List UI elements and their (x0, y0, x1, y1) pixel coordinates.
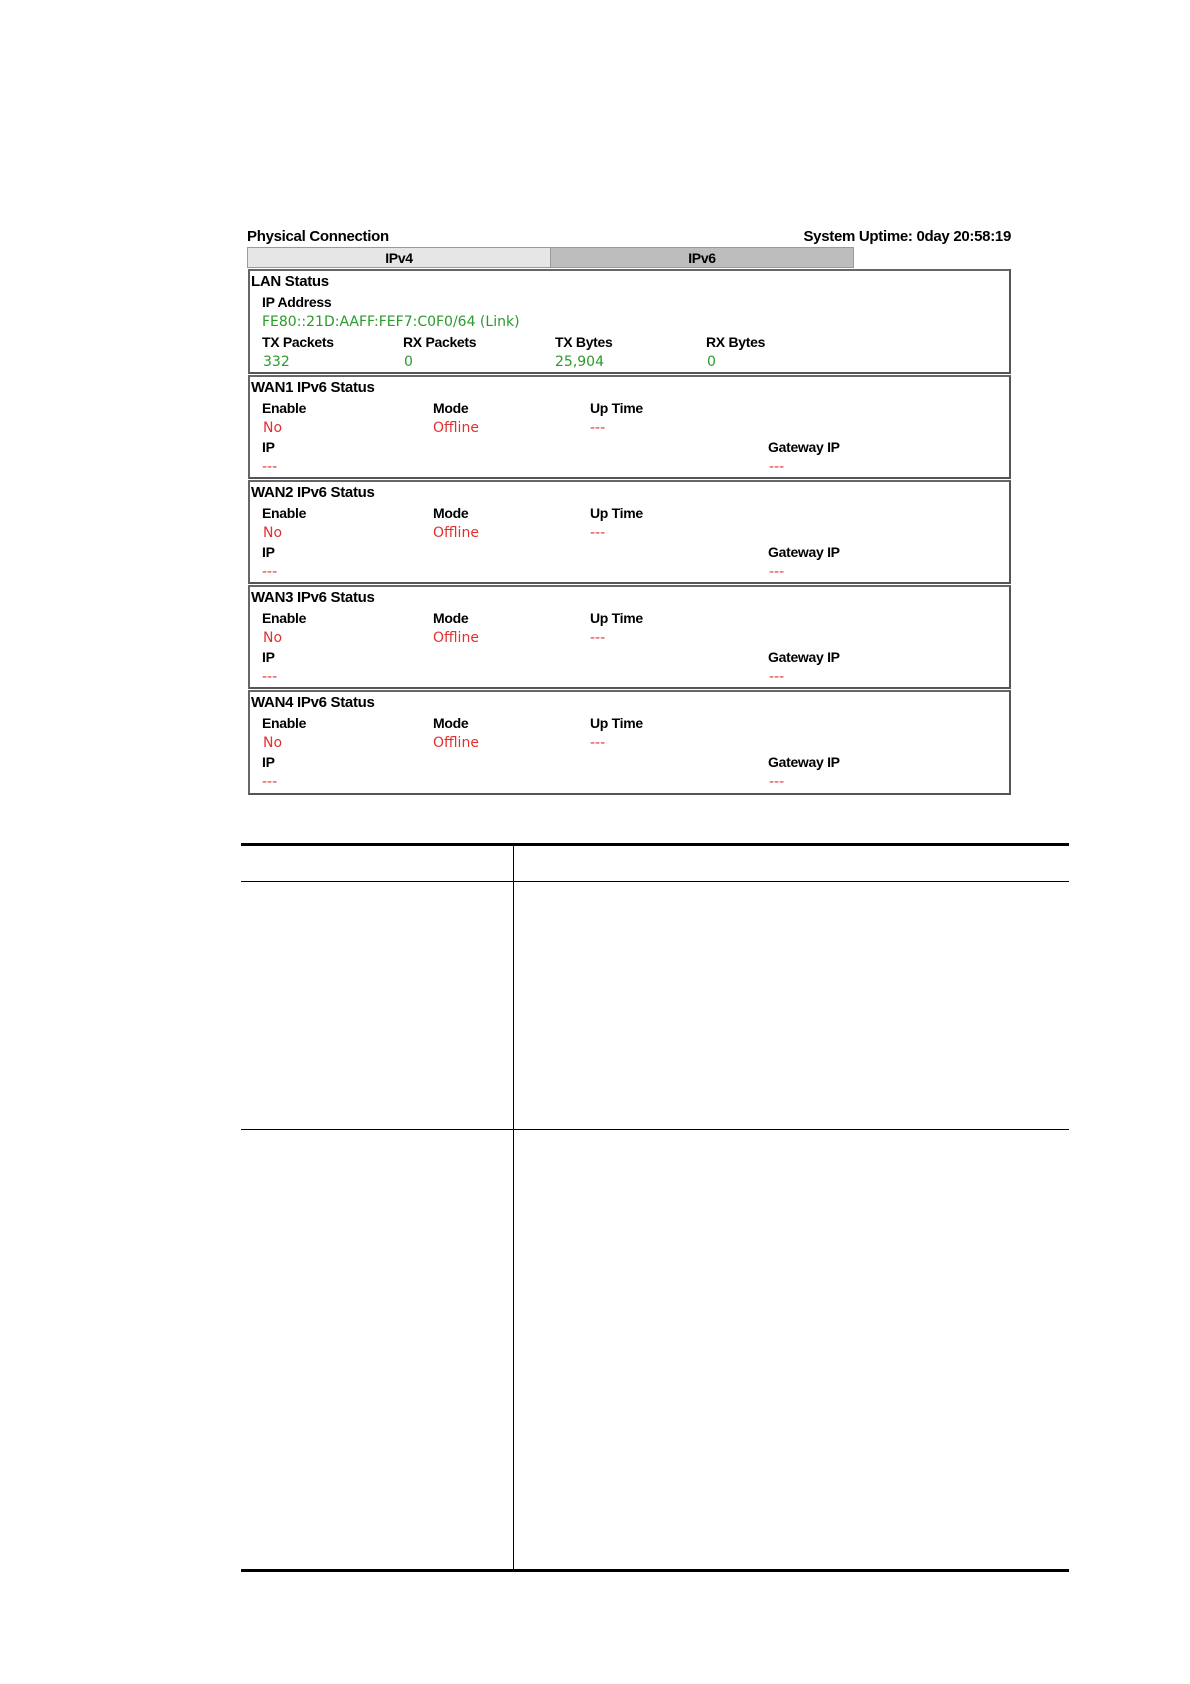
up-time-label: Up Time (590, 610, 643, 626)
rx-packets-value: 0 (404, 354, 413, 370)
gateway-ip-value: --- (769, 564, 785, 580)
wan-status-title: WAN4 IPv6 Status (251, 694, 375, 711)
gateway-ip-value: --- (769, 459, 785, 475)
table-row-rule (241, 1129, 1069, 1130)
wan-status-title: WAN1 IPv6 Status (251, 379, 375, 396)
rx-packets-label: RX Packets (403, 334, 477, 350)
gateway-ip-label: Gateway IP (768, 439, 840, 455)
tx-packets-label: TX Packets (262, 334, 334, 350)
ip-label: IP (262, 439, 275, 455)
enable-label: Enable (262, 505, 307, 521)
tab-ipv4[interactable]: IPv4 (247, 247, 551, 268)
wan4-status-panel (248, 690, 1011, 795)
wan2-status-panel (248, 480, 1011, 584)
gateway-ip-value: --- (769, 774, 785, 790)
ip-value: --- (262, 564, 278, 580)
mode-value: Offline (433, 735, 479, 751)
wan1-status-panel (248, 375, 1011, 479)
ip-address-label: IP Address (262, 294, 332, 310)
lan-status-title: LAN Status (251, 273, 329, 290)
gateway-ip-label: Gateway IP (768, 754, 840, 770)
ip-address-value: FE80::21D:AAFF:FEF7:C0F0/64 (Link) (262, 314, 520, 330)
enable-value: No (263, 630, 283, 646)
mode-value: Offline (433, 420, 479, 436)
up-time-label: Up Time (590, 505, 643, 521)
up-time-value: --- (590, 630, 606, 646)
up-time-label: Up Time (590, 715, 643, 731)
up-time-value: --- (590, 525, 606, 541)
mode-label: Mode (433, 610, 469, 626)
lan-status-panel (248, 269, 1011, 374)
table-column-divider (513, 846, 514, 1570)
gateway-ip-value: --- (769, 669, 785, 685)
table-bottom-rule (241, 1569, 1069, 1572)
ip-value: --- (262, 459, 278, 475)
enable-label: Enable (262, 610, 307, 626)
mode-label: Mode (433, 400, 469, 416)
ip-version-tabs (247, 247, 854, 268)
tx-packets-value: 332 (263, 354, 290, 370)
enable-value: No (263, 420, 283, 436)
rx-bytes-value: 0 (707, 354, 716, 370)
ip-value: --- (262, 669, 278, 685)
gateway-ip-label: Gateway IP (768, 649, 840, 665)
mode-label: Mode (433, 715, 469, 731)
mode-value: Offline (433, 630, 479, 646)
ip-label: IP (262, 649, 275, 665)
ip-label: IP (262, 544, 275, 560)
rx-bytes-label: RX Bytes (706, 334, 766, 350)
up-time-value: --- (590, 735, 606, 751)
ip-value: --- (262, 774, 278, 790)
up-time-label: Up Time (590, 400, 643, 416)
enable-value: No (263, 525, 283, 541)
enable-label: Enable (262, 715, 307, 731)
page-title: Physical Connection (247, 228, 389, 245)
enable-label: Enable (262, 400, 307, 416)
gateway-ip-label: Gateway IP (768, 544, 840, 560)
ip-label: IP (262, 754, 275, 770)
mode-value: Offline (433, 525, 479, 541)
wan3-status-panel (248, 585, 1011, 689)
mode-label: Mode (433, 505, 469, 521)
table-top-rule (241, 843, 1069, 846)
wan-status-title: WAN2 IPv6 Status (251, 484, 375, 501)
tab-ipv6[interactable]: IPv6 (551, 247, 854, 268)
tx-bytes-label: TX Bytes (555, 334, 613, 350)
system-uptime: System Uptime: 0day 20:58:19 (803, 228, 1011, 245)
up-time-value: --- (590, 420, 606, 436)
enable-value: No (263, 735, 283, 751)
table-header-rule (241, 881, 1069, 882)
tx-bytes-value: 25,904 (555, 354, 604, 370)
wan-status-title: WAN3 IPv6 Status (251, 589, 375, 606)
